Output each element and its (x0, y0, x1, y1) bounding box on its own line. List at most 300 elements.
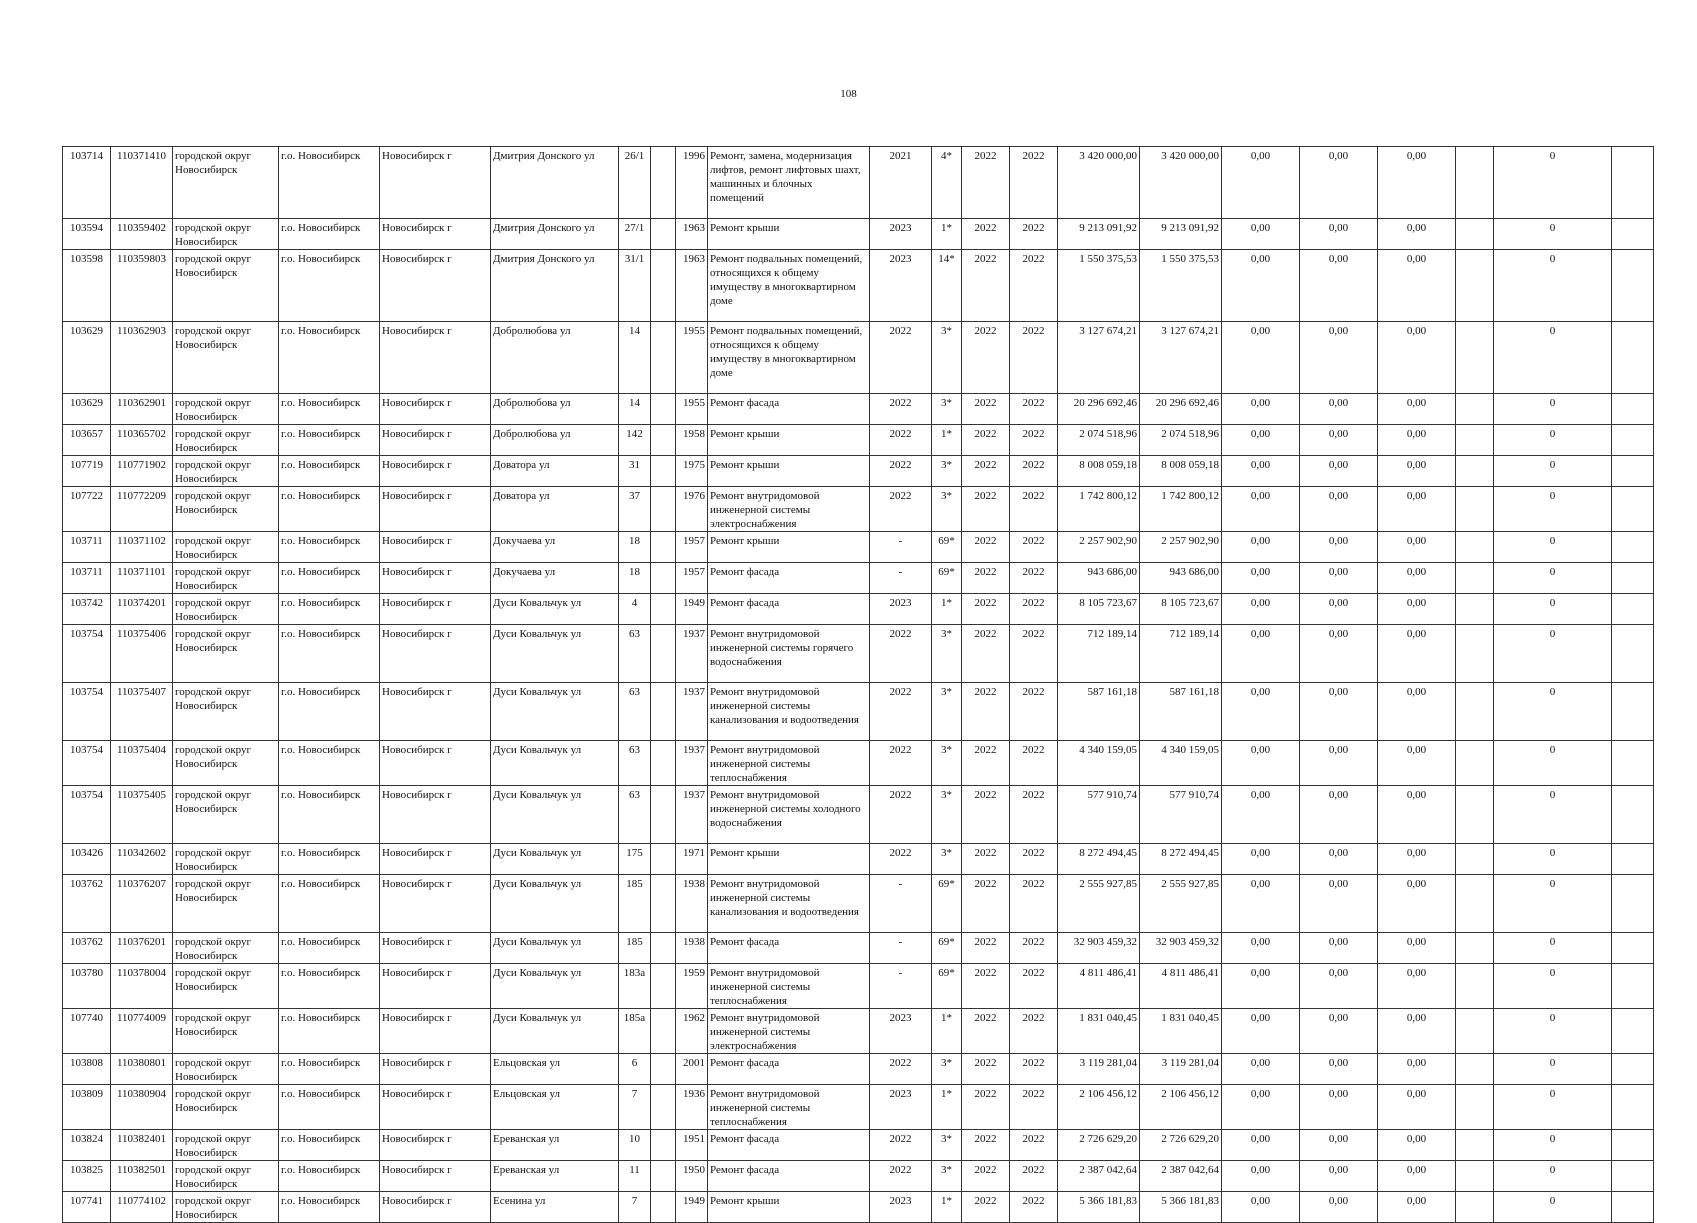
cell-urban-district: г.о. Новосибирск (279, 219, 380, 250)
cell-regional-cost: 0,00 (1300, 594, 1378, 625)
cell-local-cost: 0,00 (1378, 322, 1456, 394)
cell-total-cost: 2 106 456,12 (1058, 1085, 1140, 1130)
cell-start-year: 2022 (962, 250, 1010, 322)
cell-fund-cost: 2 726 629,20 (1140, 1130, 1222, 1161)
cell-municipality: городской округ Новосибирск (173, 425, 279, 456)
cell-municipality: городской округ Новосибирск (173, 1009, 279, 1054)
cell-work-type: Ремонт крыши (708, 1192, 870, 1223)
cell-municipality: городской округ Новосибирск (173, 563, 279, 594)
cell-priority: 1* (932, 1085, 962, 1130)
cell-row-id: 107719 (63, 456, 111, 487)
cell-extra (1612, 1161, 1654, 1192)
cell-item-code: 110382401 (111, 1130, 173, 1161)
cell-note (1456, 147, 1494, 219)
cell-house-number: 142 (619, 425, 651, 456)
cell-priority: 3* (932, 1161, 962, 1192)
cell-priority: 3* (932, 683, 962, 741)
cell-start-year: 2022 (962, 875, 1010, 933)
cell-planned-year: 2022 (870, 456, 932, 487)
cell-start-year: 2022 (962, 1130, 1010, 1161)
cell-federal-cost: 0,00 (1222, 1085, 1300, 1130)
cell-federal-cost: 0,00 (1222, 456, 1300, 487)
cell-extra (1612, 1009, 1654, 1054)
cell-owner-funds: 0 (1494, 219, 1612, 250)
cell-urban-district: г.о. Новосибирск (279, 786, 380, 844)
cell-house-number: 14 (619, 322, 651, 394)
cell-work-type: Ремонт внутридомовой инженерной системы канализования и водоотведения (708, 875, 870, 933)
cell-row-id: 103629 (63, 394, 111, 425)
cell-start-year: 2022 (962, 425, 1010, 456)
cell-note (1456, 394, 1494, 425)
cell-note (1456, 683, 1494, 741)
cell-fund-cost: 1 742 800,12 (1140, 487, 1222, 532)
cell-regional-cost: 0,00 (1300, 1192, 1378, 1223)
cell-note (1456, 250, 1494, 322)
cell-house-number: 37 (619, 487, 651, 532)
cell-priority: 69* (932, 532, 962, 563)
cell-total-cost: 3 119 281,04 (1058, 1054, 1140, 1085)
cell-row-id: 103780 (63, 964, 111, 1009)
cell-building-letter (651, 1085, 676, 1130)
cell-total-cost: 712 189,14 (1058, 625, 1140, 683)
cell-priority: 4* (932, 147, 962, 219)
cell-work-type: Ремонт внутридомовой инженерной системы теплоснабжения (708, 741, 870, 786)
cell-owner-funds: 0 (1494, 933, 1612, 964)
cell-extra (1612, 394, 1654, 425)
cell-regional-cost: 0,00 (1300, 844, 1378, 875)
cell-owner-funds: 0 (1494, 1054, 1612, 1085)
cell-extra (1612, 487, 1654, 532)
cell-item-code: 110380801 (111, 1054, 173, 1085)
cell-settlement: Новосибирск г (380, 1192, 491, 1223)
cell-build-year: 1996 (676, 147, 708, 219)
cell-owner-funds: 0 (1494, 594, 1612, 625)
cell-federal-cost: 0,00 (1222, 683, 1300, 741)
cell-local-cost: 0,00 (1378, 425, 1456, 456)
cell-urban-district: г.о. Новосибирск (279, 1130, 380, 1161)
cell-extra (1612, 786, 1654, 844)
cell-municipality: городской округ Новосибирск (173, 786, 279, 844)
cell-planned-year: 2022 (870, 625, 932, 683)
cell-regional-cost: 0,00 (1300, 322, 1378, 394)
cell-urban-district: г.о. Новосибирск (279, 1009, 380, 1054)
cell-row-id: 103598 (63, 250, 111, 322)
cell-build-year: 1957 (676, 563, 708, 594)
cell-extra (1612, 147, 1654, 219)
cell-house-number: 7 (619, 1192, 651, 1223)
cell-municipality: городской округ Новосибирск (173, 875, 279, 933)
cell-total-cost: 943 686,00 (1058, 563, 1140, 594)
cell-build-year: 1962 (676, 1009, 708, 1054)
cell-owner-funds: 0 (1494, 964, 1612, 1009)
cell-row-id: 103711 (63, 532, 111, 563)
cell-row-id: 103426 (63, 844, 111, 875)
cell-house-number: 63 (619, 741, 651, 786)
cell-note (1456, 625, 1494, 683)
cell-federal-cost: 0,00 (1222, 964, 1300, 1009)
cell-build-year: 1958 (676, 425, 708, 456)
cell-owner-funds: 0 (1494, 1192, 1612, 1223)
cell-federal-cost: 0,00 (1222, 844, 1300, 875)
cell-urban-district: г.о. Новосибирск (279, 487, 380, 532)
cell-municipality: городской округ Новосибирск (173, 1130, 279, 1161)
cell-street: Дуси Ковальчук ул (491, 683, 619, 741)
cell-item-code: 110371101 (111, 563, 173, 594)
cell-street: Ереванская ул (491, 1161, 619, 1192)
cell-owner-funds: 0 (1494, 322, 1612, 394)
cell-row-id: 103824 (63, 1130, 111, 1161)
cell-building-letter (651, 394, 676, 425)
table-row (63, 425, 1654, 456)
cell-total-cost: 2 074 518,96 (1058, 425, 1140, 456)
cell-owner-funds: 0 (1494, 250, 1612, 322)
cell-local-cost: 0,00 (1378, 563, 1456, 594)
cell-municipality: городской округ Новосибирск (173, 594, 279, 625)
cell-extra (1612, 1130, 1654, 1161)
cell-work-type: Ремонт фасада (708, 394, 870, 425)
cell-urban-district: г.о. Новосибирск (279, 964, 380, 1009)
cell-building-letter (651, 786, 676, 844)
cell-street: Дуси Ковальчук ул (491, 741, 619, 786)
cell-priority: 69* (932, 964, 962, 1009)
cell-row-id: 103657 (63, 425, 111, 456)
cell-federal-cost: 0,00 (1222, 532, 1300, 563)
cell-extra (1612, 563, 1654, 594)
cell-urban-district: г.о. Новосибирск (279, 1054, 380, 1085)
cell-fund-cost: 3 119 281,04 (1140, 1054, 1222, 1085)
cell-federal-cost: 0,00 (1222, 487, 1300, 532)
cell-fund-cost: 8 008 059,18 (1140, 456, 1222, 487)
cell-municipality: городской округ Новосибирск (173, 1085, 279, 1130)
cell-fund-cost: 4 340 159,05 (1140, 741, 1222, 786)
cell-settlement: Новосибирск г (380, 786, 491, 844)
cell-house-number: 26/1 (619, 147, 651, 219)
cell-build-year: 1937 (676, 786, 708, 844)
table-row (63, 1054, 1654, 1085)
cell-total-cost: 1 742 800,12 (1058, 487, 1140, 532)
cell-building-letter (651, 1009, 676, 1054)
cell-build-year: 1938 (676, 875, 708, 933)
cell-street: Ереванская ул (491, 1130, 619, 1161)
cell-local-cost: 0,00 (1378, 786, 1456, 844)
cell-house-number: 6 (619, 1054, 651, 1085)
cell-regional-cost: 0,00 (1300, 425, 1378, 456)
cell-municipality: городской округ Новосибирск (173, 250, 279, 322)
cell-urban-district: г.о. Новосибирск (279, 532, 380, 563)
cell-total-cost: 587 161,18 (1058, 683, 1140, 741)
table-row (63, 563, 1654, 594)
cell-building-letter (651, 219, 676, 250)
cell-start-year: 2022 (962, 563, 1010, 594)
cell-start-year: 2022 (962, 1192, 1010, 1223)
cell-regional-cost: 0,00 (1300, 683, 1378, 741)
cell-total-cost: 2 257 902,90 (1058, 532, 1140, 563)
cell-local-cost: 0,00 (1378, 1085, 1456, 1130)
cell-extra (1612, 1085, 1654, 1130)
cell-priority: 3* (932, 322, 962, 394)
cell-fund-cost: 4 811 486,41 (1140, 964, 1222, 1009)
cell-street: Дмитрия Донского ул (491, 147, 619, 219)
cell-fund-cost: 943 686,00 (1140, 563, 1222, 594)
cell-owner-funds: 0 (1494, 1130, 1612, 1161)
cell-row-id: 103808 (63, 1054, 111, 1085)
table-row (63, 532, 1654, 563)
cell-street: Добролюбова ул (491, 425, 619, 456)
table-row (63, 147, 1654, 219)
cell-settlement: Новосибирск г (380, 532, 491, 563)
cell-regional-cost: 0,00 (1300, 1054, 1378, 1085)
cell-row-id: 103711 (63, 563, 111, 594)
cell-item-code: 110342602 (111, 844, 173, 875)
cell-urban-district: г.о. Новосибирск (279, 875, 380, 933)
table-row (63, 964, 1654, 1009)
cell-start-year: 2022 (962, 964, 1010, 1009)
cell-item-code: 110771902 (111, 456, 173, 487)
cell-start-year: 2022 (962, 394, 1010, 425)
cell-local-cost: 0,00 (1378, 933, 1456, 964)
cell-item-code: 110382501 (111, 1161, 173, 1192)
cell-settlement: Новосибирск г (380, 487, 491, 532)
cell-building-letter (651, 1161, 676, 1192)
cell-house-number: 63 (619, 625, 651, 683)
table-row (63, 786, 1654, 844)
cell-item-code: 110375406 (111, 625, 173, 683)
cell-urban-district: г.о. Новосибирск (279, 844, 380, 875)
cell-build-year: 2001 (676, 1054, 708, 1085)
cell-extra (1612, 625, 1654, 683)
cell-planned-year: 2023 (870, 250, 932, 322)
cell-fund-cost: 32 903 459,32 (1140, 933, 1222, 964)
cell-fund-cost: 9 213 091,92 (1140, 219, 1222, 250)
cell-planned-year: 2023 (870, 1192, 932, 1223)
cell-house-number: 185 (619, 933, 651, 964)
cell-house-number: 10 (619, 1130, 651, 1161)
cell-build-year: 1950 (676, 1161, 708, 1192)
cell-owner-funds: 0 (1494, 487, 1612, 532)
cell-extra (1612, 1192, 1654, 1223)
cell-house-number: 185а (619, 1009, 651, 1054)
cell-regional-cost: 0,00 (1300, 1161, 1378, 1192)
cell-local-cost: 0,00 (1378, 147, 1456, 219)
cell-regional-cost: 0,00 (1300, 532, 1378, 563)
cell-item-code: 110376207 (111, 875, 173, 933)
cell-build-year: 1949 (676, 594, 708, 625)
cell-local-cost: 0,00 (1378, 219, 1456, 250)
cell-building-letter (651, 933, 676, 964)
cell-note (1456, 322, 1494, 394)
cell-note (1456, 1009, 1494, 1054)
table-row (63, 741, 1654, 786)
cell-building-letter (651, 532, 676, 563)
cell-municipality: городской округ Новосибирск (173, 683, 279, 741)
cell-item-code: 110774009 (111, 1009, 173, 1054)
cell-start-year: 2022 (962, 147, 1010, 219)
cell-extra (1612, 322, 1654, 394)
cell-fund-cost: 20 296 692,46 (1140, 394, 1222, 425)
cell-item-code: 110362901 (111, 394, 173, 425)
cell-work-type: Ремонт крыши (708, 219, 870, 250)
cell-house-number: 175 (619, 844, 651, 875)
cell-total-cost: 5 366 181,83 (1058, 1192, 1140, 1223)
cell-note (1456, 425, 1494, 456)
table-row (63, 219, 1654, 250)
cell-item-code: 110772209 (111, 487, 173, 532)
cell-work-type: Ремонт крыши (708, 844, 870, 875)
cell-federal-cost: 0,00 (1222, 1009, 1300, 1054)
cell-priority: 3* (932, 456, 962, 487)
table-row (63, 875, 1654, 933)
cell-owner-funds: 0 (1494, 875, 1612, 933)
cell-settlement: Новосибирск г (380, 844, 491, 875)
cell-end-year: 2022 (1010, 219, 1058, 250)
cell-start-year: 2022 (962, 456, 1010, 487)
cell-note (1456, 844, 1494, 875)
cell-row-id: 103754 (63, 625, 111, 683)
cell-work-type: Ремонт крыши (708, 532, 870, 563)
cell-note (1456, 1161, 1494, 1192)
cell-priority: 3* (932, 741, 962, 786)
cell-municipality: городской округ Новосибирск (173, 625, 279, 683)
cell-note (1456, 456, 1494, 487)
cell-street: Ельцовская ул (491, 1085, 619, 1130)
cell-regional-cost: 0,00 (1300, 456, 1378, 487)
cell-note (1456, 933, 1494, 964)
cell-total-cost: 8 105 723,67 (1058, 594, 1140, 625)
cell-build-year: 1951 (676, 1130, 708, 1161)
cell-municipality: городской округ Новосибирск (173, 532, 279, 563)
cell-urban-district: г.о. Новосибирск (279, 394, 380, 425)
cell-priority: 3* (932, 487, 962, 532)
cell-fund-cost: 1 831 040,45 (1140, 1009, 1222, 1054)
cell-street: Дмитрия Донского ул (491, 219, 619, 250)
cell-regional-cost: 0,00 (1300, 147, 1378, 219)
cell-urban-district: г.о. Новосибирск (279, 625, 380, 683)
cell-planned-year: - (870, 563, 932, 594)
cell-work-type: Ремонт подвальных помещений, относящихся к общему имуществу в многоквартирном доме (708, 250, 870, 322)
cell-building-letter (651, 322, 676, 394)
cell-fund-cost: 2 257 902,90 (1140, 532, 1222, 563)
cell-street: Дмитрия Донского ул (491, 250, 619, 322)
table-row (63, 1161, 1654, 1192)
cell-planned-year: 2023 (870, 1009, 932, 1054)
cell-urban-district: г.о. Новосибирск (279, 933, 380, 964)
table-row (63, 394, 1654, 425)
cell-federal-cost: 0,00 (1222, 219, 1300, 250)
cell-settlement: Новосибирск г (380, 683, 491, 741)
cell-settlement: Новосибирск г (380, 456, 491, 487)
cell-owner-funds: 0 (1494, 1009, 1612, 1054)
cell-street: Докучаева ул (491, 563, 619, 594)
cell-street: Дуси Ковальчук ул (491, 625, 619, 683)
cell-extra (1612, 456, 1654, 487)
cell-street: Докучаева ул (491, 532, 619, 563)
cell-work-type: Ремонт внутридомовой инженерной системы горячего водоснабжения (708, 625, 870, 683)
cell-row-id: 103714 (63, 147, 111, 219)
cell-planned-year: - (870, 532, 932, 563)
cell-owner-funds: 0 (1494, 532, 1612, 563)
cell-settlement: Новосибирск г (380, 594, 491, 625)
cell-fund-cost: 2 555 927,85 (1140, 875, 1222, 933)
cell-local-cost: 0,00 (1378, 487, 1456, 532)
cell-owner-funds: 0 (1494, 786, 1612, 844)
cell-work-type: Ремонт фасада (708, 1054, 870, 1085)
cell-house-number: 63 (619, 683, 651, 741)
cell-settlement: Новосибирск г (380, 219, 491, 250)
cell-planned-year: 2022 (870, 322, 932, 394)
cell-build-year: 1937 (676, 683, 708, 741)
cell-municipality: городской округ Новосибирск (173, 964, 279, 1009)
cell-fund-cost: 587 161,18 (1140, 683, 1222, 741)
cell-fund-cost: 3 420 000,00 (1140, 147, 1222, 219)
cell-regional-cost: 0,00 (1300, 563, 1378, 594)
cell-note (1456, 741, 1494, 786)
cell-regional-cost: 0,00 (1300, 625, 1378, 683)
cell-priority: 69* (932, 933, 962, 964)
cell-priority: 3* (932, 844, 962, 875)
cell-total-cost: 2 726 629,20 (1058, 1130, 1140, 1161)
cell-extra (1612, 250, 1654, 322)
cell-building-letter (651, 1130, 676, 1161)
cell-owner-funds: 0 (1494, 683, 1612, 741)
cell-work-type: Ремонт внутридомовой инженерной системы канализования и водоотведения (708, 683, 870, 741)
cell-federal-cost: 0,00 (1222, 563, 1300, 594)
cell-planned-year: 2022 (870, 394, 932, 425)
table-row (63, 322, 1654, 394)
cell-regional-cost: 0,00 (1300, 786, 1378, 844)
cell-end-year: 2022 (1010, 1192, 1058, 1223)
cell-row-id: 103762 (63, 875, 111, 933)
cell-fund-cost: 2 387 042,64 (1140, 1161, 1222, 1192)
cell-building-letter (651, 964, 676, 1009)
cell-federal-cost: 0,00 (1222, 250, 1300, 322)
cell-planned-year: 2023 (870, 1085, 932, 1130)
cell-urban-district: г.о. Новосибирск (279, 741, 380, 786)
cell-priority: 69* (932, 875, 962, 933)
cell-house-number: 7 (619, 1085, 651, 1130)
cell-note (1456, 1192, 1494, 1223)
cell-build-year: 1959 (676, 964, 708, 1009)
cell-municipality: городской округ Новосибирск (173, 487, 279, 532)
cell-end-year: 2022 (1010, 425, 1058, 456)
cell-end-year: 2022 (1010, 250, 1058, 322)
cell-end-year: 2022 (1010, 625, 1058, 683)
cell-local-cost: 0,00 (1378, 875, 1456, 933)
cell-regional-cost: 0,00 (1300, 250, 1378, 322)
cell-settlement: Новосибирск г (380, 1130, 491, 1161)
cell-regional-cost: 0,00 (1300, 964, 1378, 1009)
cell-federal-cost: 0,00 (1222, 1192, 1300, 1223)
cell-house-number: 31 (619, 456, 651, 487)
cell-total-cost: 4 340 159,05 (1058, 741, 1140, 786)
cell-build-year: 1955 (676, 394, 708, 425)
cell-start-year: 2022 (962, 1054, 1010, 1085)
cell-regional-cost: 0,00 (1300, 487, 1378, 532)
cell-building-letter (651, 875, 676, 933)
cell-end-year: 2022 (1010, 741, 1058, 786)
cell-regional-cost: 0,00 (1300, 219, 1378, 250)
cell-work-type: Ремонт внутридомовой инженерной системы теплоснабжения (708, 964, 870, 1009)
cell-start-year: 2022 (962, 625, 1010, 683)
cell-federal-cost: 0,00 (1222, 933, 1300, 964)
cell-work-type: Ремонт фасада (708, 933, 870, 964)
cell-fund-cost: 2 074 518,96 (1140, 425, 1222, 456)
cell-note (1456, 1054, 1494, 1085)
cell-start-year: 2022 (962, 322, 1010, 394)
cell-federal-cost: 0,00 (1222, 1130, 1300, 1161)
table-row (63, 1009, 1654, 1054)
cell-total-cost: 2 387 042,64 (1058, 1161, 1140, 1192)
cell-extra (1612, 425, 1654, 456)
